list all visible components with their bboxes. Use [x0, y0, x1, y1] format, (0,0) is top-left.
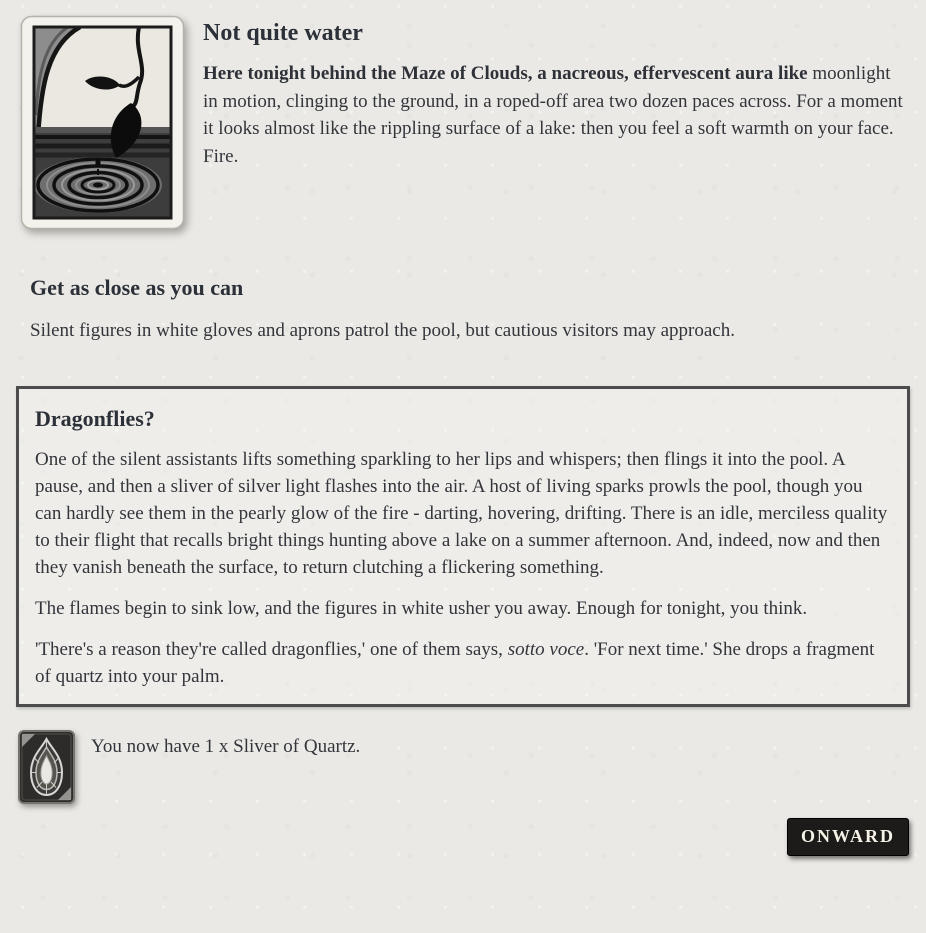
item-gain-row — [18, 730, 906, 804]
outcome-box — [16, 386, 910, 707]
outcome-paragraph-2: The flames begin to sink low, and the figures in white usher you away. Enough for tonight, you think. — [35, 598, 808, 619]
event-description-bold: Here tonight behind the Maze of Clouds, a nacreous, effervescent aura like — [203, 63, 808, 84]
footer — [0, 818, 909, 856]
item-gain-message: You now have 1 x Sliver of Quartz. — [91, 736, 361, 757]
outcome-paragraph-1: One of the silent assistants lifts something sparkling to her lips and whispers; then flings it into the pool. A pause, and then a sliver of silver light flashes into the air. A host of living sparks prowls the pool, though you can hardly see them in the pearly glow of the fire - darting, hovering, drifting. There is an idle, merciless quality to their flight that recalls bright things hunting above a lake on a summer afternoon. And, indeed, now and then they vanish beneath the surface, to return clutching a flickering something. — [35, 449, 888, 578]
event-description-rest: moonlight in motion, clinging to the ground, in a roped-off area two dozen paces across. For a moment it looks almost like the rippling surface of a lake: then you feel a soft warmth on your face. Fire. — [203, 63, 903, 167]
branch-title: Get as close as you can — [30, 275, 244, 300]
event-description — [203, 60, 908, 170]
outcome-paragraph-3-pre: 'There's a reason they're called dragonflies,' one of them says, — [35, 639, 508, 660]
outcome-paragraph-3 — [35, 636, 889, 690]
outcome-paragraph-3-italic: sotto voce — [507, 639, 585, 660]
page-title: Not quite water — [203, 20, 363, 46]
event-image-card — [20, 15, 185, 230]
outcome-paragraph-3-post: . 'For next time.' She drops a fragment of quartz into your palm. — [35, 639, 875, 687]
sprout-over-rippling-water-icon — [20, 15, 185, 230]
sliver-of-quartz-icon — [18, 730, 75, 804]
outcome-title: Dragonflies? — [35, 406, 155, 431]
event-text — [203, 15, 908, 230]
onward-button[interactable]: ONWARD — [787, 818, 909, 856]
event-header — [20, 15, 908, 230]
branch-section — [30, 275, 906, 344]
branch-description: Silent figures in white gloves and aprons patrol the pool, but cautious visitors may approach. — [30, 320, 735, 341]
